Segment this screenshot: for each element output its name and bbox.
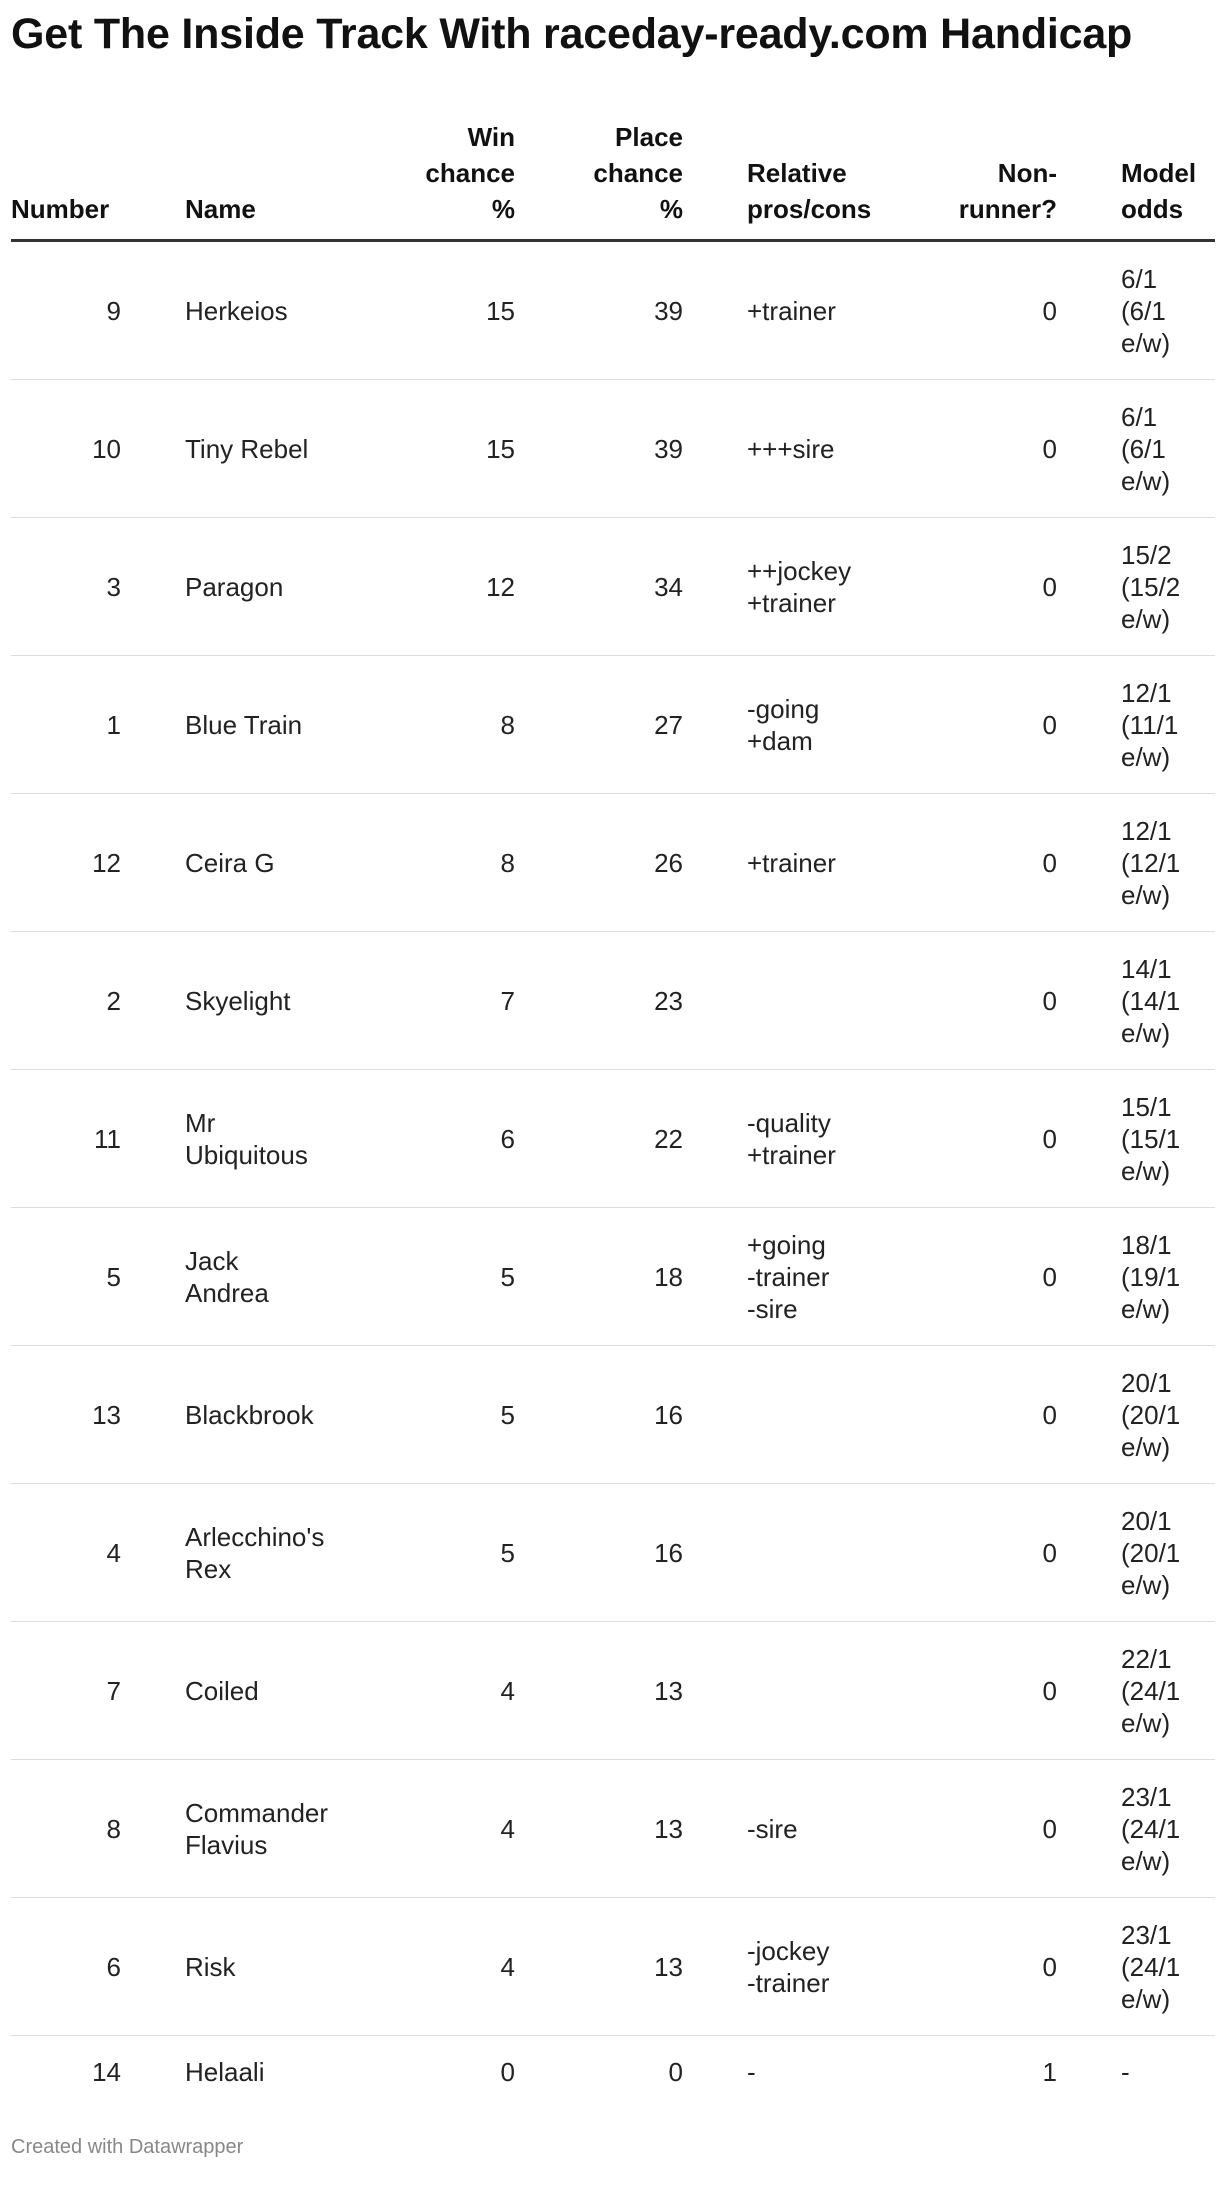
table-row bbox=[11, 794, 1215, 932]
cell-model-odds: 14/1 (14/1 e/w) bbox=[1121, 932, 1215, 1070]
header-spacer bbox=[121, 119, 185, 241]
cell-spacer bbox=[683, 1484, 747, 1622]
cell-number: 3 bbox=[11, 518, 121, 656]
cell-win-chance: 8 bbox=[347, 794, 515, 932]
cell-spacer bbox=[121, 380, 185, 518]
cell-place-chance: 16 bbox=[515, 1484, 683, 1622]
cell-number: 7 bbox=[11, 1622, 121, 1760]
cell-non-runner: 0 bbox=[937, 241, 1057, 380]
cell-number: 8 bbox=[11, 1760, 121, 1898]
cell-spacer bbox=[1057, 932, 1121, 1070]
cell-non-runner: 0 bbox=[937, 1898, 1057, 2036]
cell-place-chance: 27 bbox=[515, 656, 683, 794]
cell-spacer bbox=[1057, 518, 1121, 656]
cell-name: Blue Train bbox=[185, 656, 347, 794]
cell-model-odds: 22/1 (24/1 e/w) bbox=[1121, 1622, 1215, 1760]
cell-spacer bbox=[683, 794, 747, 932]
cell-name: Ceira G bbox=[185, 794, 347, 932]
cell-non-runner: 0 bbox=[937, 656, 1057, 794]
table-row bbox=[11, 1346, 1215, 1484]
cell-non-runner: 0 bbox=[937, 1070, 1057, 1208]
cell-spacer bbox=[683, 518, 747, 656]
cell-name: Coiled bbox=[185, 1622, 347, 1760]
cell-spacer bbox=[683, 1346, 747, 1484]
cell-model-odds: 15/2 (15/2 e/w) bbox=[1121, 518, 1215, 656]
cell-number: 12 bbox=[11, 794, 121, 932]
cell-spacer bbox=[1057, 794, 1121, 932]
table-row bbox=[11, 1484, 1215, 1622]
header-place-chance[interactable]: Place chance % bbox=[515, 119, 683, 241]
cell-non-runner: 0 bbox=[937, 1346, 1057, 1484]
table-row bbox=[11, 656, 1215, 794]
cell-number: 2 bbox=[11, 932, 121, 1070]
cell-model-odds: 23/1 (24/1 e/w) bbox=[1121, 1760, 1215, 1898]
cell-spacer bbox=[1057, 1898, 1121, 2036]
cell-spacer bbox=[121, 1346, 185, 1484]
cell-number: 10 bbox=[11, 380, 121, 518]
header-pros-cons[interactable]: Relative pros/cons bbox=[747, 119, 937, 241]
cell-spacer bbox=[121, 518, 185, 656]
cell-model-odds: 15/1 (15/1 e/w) bbox=[1121, 1070, 1215, 1208]
cell-place-chance: 16 bbox=[515, 1346, 683, 1484]
cell-spacer bbox=[1057, 1070, 1121, 1208]
cell-spacer bbox=[1057, 1346, 1121, 1484]
cell-non-runner: 0 bbox=[937, 1622, 1057, 1760]
cell-place-chance: 0 bbox=[668, 2057, 683, 2087]
race-table bbox=[11, 119, 1215, 2108]
cell-spacer bbox=[683, 1898, 747, 2036]
cell-non-runner: 0 bbox=[937, 380, 1057, 518]
cell-number: 1 bbox=[11, 656, 121, 794]
cell-spacer bbox=[683, 241, 747, 380]
cell-number: 6 bbox=[11, 1898, 121, 2036]
cell-spacer bbox=[683, 932, 747, 1070]
cell-win-chance: 5 bbox=[347, 1484, 515, 1622]
header-name[interactable]: Name bbox=[185, 119, 347, 241]
table-row bbox=[11, 1208, 1215, 1346]
cell-spacer bbox=[121, 241, 185, 380]
cell-name: Paragon bbox=[185, 518, 347, 656]
cell-pros-cons: -sire bbox=[747, 1760, 937, 1898]
cell-win-chance: 6 bbox=[347, 1070, 515, 1208]
cell-win-chance: 15 bbox=[347, 241, 515, 380]
cell-place-chance: 39 bbox=[515, 380, 683, 518]
cell-place-chance: 39 bbox=[515, 241, 683, 380]
cell-pros-cons: - bbox=[747, 2057, 756, 2087]
datawrapper-credit: Created with Datawrapper bbox=[11, 2136, 244, 2158]
cell-spacer bbox=[1057, 241, 1121, 380]
cell-name: Helaali bbox=[185, 2057, 265, 2087]
cell-non-runner: 0 bbox=[937, 794, 1057, 932]
cell-spacer bbox=[683, 1760, 747, 1898]
cell-name: Mr Ubiquitous bbox=[185, 1070, 347, 1208]
cell-spacer bbox=[1057, 380, 1121, 518]
cell-pros-cons bbox=[747, 1346, 937, 1484]
cell-spacer bbox=[121, 1484, 185, 1622]
cell-pros-cons bbox=[747, 1622, 937, 1760]
cell-spacer bbox=[121, 1070, 185, 1208]
cell-place-chance: 13 bbox=[515, 1622, 683, 1760]
cell-pros-cons: ++jockey +trainer bbox=[747, 518, 937, 656]
cell-model-odds: 18/1 (19/1 e/w) bbox=[1121, 1208, 1215, 1346]
cell-number: 13 bbox=[11, 1346, 121, 1484]
cell-spacer bbox=[683, 2036, 747, 2109]
cell-spacer bbox=[683, 656, 747, 794]
cell-model-odds: 6/1 (6/1 e/w) bbox=[1121, 380, 1215, 518]
cell-win-chance: 4 bbox=[347, 1760, 515, 1898]
cell-place-chance: 26 bbox=[515, 794, 683, 932]
cell-non-runner: 0 bbox=[937, 1484, 1057, 1622]
cell-place-chance: 13 bbox=[515, 1898, 683, 2036]
cell-pros-cons: +trainer bbox=[747, 794, 937, 932]
cell-spacer bbox=[121, 1760, 185, 1898]
cell-number: 4 bbox=[11, 1484, 121, 1622]
cell-win-chance: 5 bbox=[347, 1346, 515, 1484]
cell-spacer bbox=[1057, 1484, 1121, 1622]
table-row bbox=[11, 1760, 1215, 1898]
cell-non-runner: 0 bbox=[937, 1760, 1057, 1898]
cell-pros-cons: -quality +trainer bbox=[747, 1070, 937, 1208]
table-row bbox=[11, 2036, 1215, 2109]
table-row bbox=[11, 241, 1215, 380]
cell-spacer bbox=[683, 1070, 747, 1208]
table-row bbox=[11, 518, 1215, 656]
cell-non-runner: 0 bbox=[937, 1208, 1057, 1346]
cell-spacer bbox=[1057, 1208, 1121, 1346]
table-row bbox=[11, 932, 1215, 1070]
header-row bbox=[11, 119, 1215, 241]
cell-win-chance: 4 bbox=[347, 1898, 515, 2036]
table-row bbox=[11, 1070, 1215, 1208]
cell-spacer bbox=[683, 1208, 747, 1346]
cell-non-runner: 0 bbox=[937, 932, 1057, 1070]
table-row bbox=[11, 380, 1215, 518]
cell-number: 11 bbox=[11, 1070, 121, 1208]
cell-model-odds: 23/1 (24/1 e/w) bbox=[1121, 1898, 1215, 2036]
cell-name: Blackbrook bbox=[185, 1346, 347, 1484]
cell-model-odds: 20/1 (20/1 e/w) bbox=[1121, 1346, 1215, 1484]
cell-spacer bbox=[683, 380, 747, 518]
cell-model-odds: - bbox=[1121, 2057, 1130, 2087]
header-non-runner[interactable]: Non- runner? bbox=[937, 119, 1057, 241]
cell-place-chance: 23 bbox=[515, 932, 683, 1070]
cell-pros-cons: +++sire bbox=[747, 380, 937, 518]
table-header bbox=[11, 119, 1215, 241]
cell-spacer bbox=[121, 656, 185, 794]
cell-model-odds: 6/1 (6/1 e/w) bbox=[1121, 241, 1215, 380]
header-spacer bbox=[683, 119, 747, 241]
cell-place-chance: 18 bbox=[515, 1208, 683, 1346]
cell-spacer bbox=[121, 1898, 185, 2036]
cell-model-odds: 12/1 (12/1 e/w) bbox=[1121, 794, 1215, 932]
cell-spacer bbox=[121, 932, 185, 1070]
cell-win-chance: 0 bbox=[500, 2057, 515, 2087]
cell-spacer bbox=[121, 1622, 185, 1760]
cell-non-runner: 0 bbox=[937, 518, 1057, 656]
cell-name: Herkeios bbox=[185, 241, 347, 380]
table-row bbox=[11, 1898, 1215, 2036]
cell-spacer bbox=[1057, 656, 1121, 794]
cell-win-chance: 15 bbox=[347, 380, 515, 518]
cell-spacer bbox=[121, 2036, 185, 2109]
cell-pros-cons bbox=[747, 932, 937, 1070]
cell-place-chance: 22 bbox=[515, 1070, 683, 1208]
cell-win-chance: 8 bbox=[347, 656, 515, 794]
cell-pros-cons: +trainer bbox=[747, 241, 937, 380]
cell-spacer bbox=[121, 1208, 185, 1346]
header-model-odds[interactable]: Model odds bbox=[1121, 119, 1215, 241]
cell-name: Arlecchino's Rex bbox=[185, 1484, 347, 1622]
table-row bbox=[11, 1622, 1215, 1760]
header-win-chance[interactable]: Win chance % bbox=[347, 119, 515, 241]
cell-name: Commander Flavius bbox=[185, 1760, 347, 1898]
cell-place-chance: 13 bbox=[515, 1760, 683, 1898]
header-spacer bbox=[1057, 119, 1121, 241]
cell-number: 14 bbox=[92, 2057, 121, 2087]
cell-spacer bbox=[1057, 2036, 1121, 2109]
cell-number: 5 bbox=[11, 1208, 121, 1346]
cell-pros-cons bbox=[747, 1484, 937, 1622]
cell-pros-cons: -jockey -trainer bbox=[747, 1898, 937, 2036]
cell-spacer bbox=[1057, 1760, 1121, 1898]
header-number[interactable]: Number bbox=[11, 119, 121, 241]
cell-spacer bbox=[1057, 1622, 1121, 1760]
cell-spacer bbox=[683, 1622, 747, 1760]
cell-model-odds: 20/1 (20/1 e/w) bbox=[1121, 1484, 1215, 1622]
cell-win-chance: 7 bbox=[347, 932, 515, 1070]
cell-name: Risk bbox=[185, 1898, 347, 2036]
cell-win-chance: 5 bbox=[347, 1208, 515, 1346]
cell-place-chance: 34 bbox=[515, 518, 683, 656]
cell-spacer bbox=[121, 794, 185, 932]
cell-name: Jack Andrea bbox=[185, 1208, 347, 1346]
page-title: Get The Inside Track With raceday-ready.com Handicap bbox=[11, 10, 1133, 58]
table-body bbox=[11, 241, 1215, 2109]
cell-win-chance: 4 bbox=[347, 1622, 515, 1760]
cell-pros-cons: +going -trainer -sire bbox=[747, 1208, 937, 1346]
cell-win-chance: 12 bbox=[347, 518, 515, 656]
cell-name: Tiny Rebel bbox=[185, 380, 347, 518]
cell-model-odds: 12/1 (11/1 e/w) bbox=[1121, 656, 1215, 794]
cell-non-runner: 1 bbox=[1042, 2057, 1057, 2087]
cell-pros-cons: -going +dam bbox=[747, 656, 937, 794]
cell-name: Skyelight bbox=[185, 932, 347, 1070]
cell-number: 9 bbox=[11, 241, 121, 380]
